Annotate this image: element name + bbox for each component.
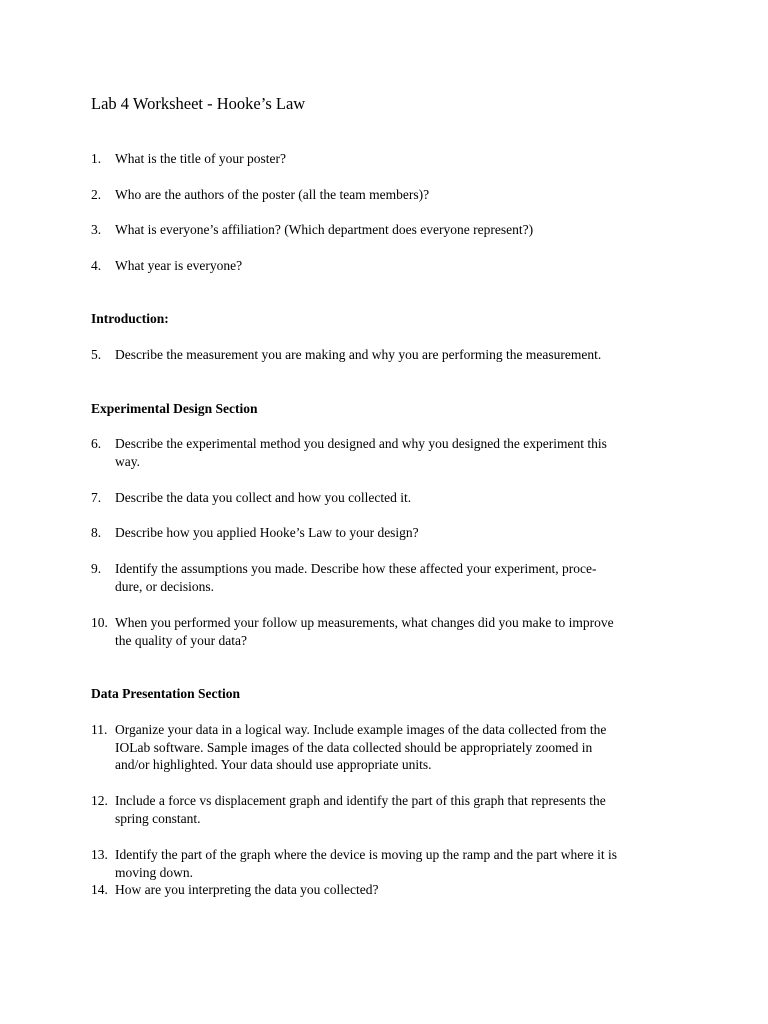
section-heading-experimental-design: Experimental Design Section <box>91 401 258 416</box>
question-text: Describe the experimental method you designed and why you designed the experiment this way. <box>115 436 607 469</box>
question-number: 9. <box>91 561 102 576</box>
question-number: 12. <box>91 793 108 808</box>
question-number: 4. <box>91 258 102 273</box>
question-3 <box>91 221 691 239</box>
question-number: 10. <box>91 615 108 630</box>
question-13 <box>91 846 691 881</box>
question-number: 2. <box>91 187 102 202</box>
question-text: What is everyone’s affiliation? (Which department does everyone represent?) <box>115 222 534 237</box>
section-heading-introduction: Introduction: <box>91 311 169 326</box>
question-6 <box>91 435 691 470</box>
question-9 <box>91 560 691 595</box>
question-number: 7. <box>91 490 102 505</box>
question-7 <box>91 489 691 507</box>
question-text: Describe the measurement you are making and why you are performing the measurement. <box>115 347 602 362</box>
question-10 <box>91 614 691 649</box>
question-5 <box>91 346 691 364</box>
question-14 <box>91 881 691 899</box>
question-number: 3. <box>91 222 102 237</box>
question-text: Identify the assumptions you made. Describe how these affected your experiment, proce- dure, or decisions. <box>115 561 597 594</box>
question-number: 13. <box>91 847 108 862</box>
question-text: Organize your data in a logical way. Include example images of the data collected from the IOLab software. Sample images of the data collected should be appropriately zoomed in and/or highlighted. Your data should use appropriate units. <box>115 722 607 772</box>
question-4 <box>91 257 691 275</box>
question-text: What is the title of your poster? <box>115 151 286 166</box>
page-title: Lab 4 Worksheet - Hooke’s Law <box>91 94 306 113</box>
question-text: How are you interpreting the data you collected? <box>115 882 379 897</box>
question-number: 5. <box>91 347 102 362</box>
question-number: 1. <box>91 151 102 166</box>
question-2 <box>91 186 691 204</box>
question-text: Who are the authors of the poster (all the team members)? <box>115 187 430 202</box>
question-11 <box>91 721 691 774</box>
question-12 <box>91 792 691 827</box>
question-text: What year is everyone? <box>115 258 243 273</box>
question-number: 14. <box>91 882 108 897</box>
question-text: When you performed your follow up measurements, what changes did you make to improve the quality of your data? <box>115 615 614 648</box>
question-text: Describe the data you collect and how you collected it. <box>115 490 412 505</box>
question-text: Include a force vs displacement graph and identify the part of this graph that represents the spring constant. <box>115 793 606 826</box>
question-text: Describe how you applied Hooke’s Law to your design? <box>115 525 419 540</box>
question-8 <box>91 524 691 542</box>
section-heading-data-presentation: Data Presentation Section <box>91 686 240 701</box>
question-number: 6. <box>91 436 102 451</box>
question-number: 8. <box>91 525 102 540</box>
question-number: 11. <box>91 722 108 737</box>
question-1 <box>91 150 691 168</box>
question-text: Identify the part of the graph where the device is moving up the ramp and the part where it is moving down. <box>115 847 617 880</box>
